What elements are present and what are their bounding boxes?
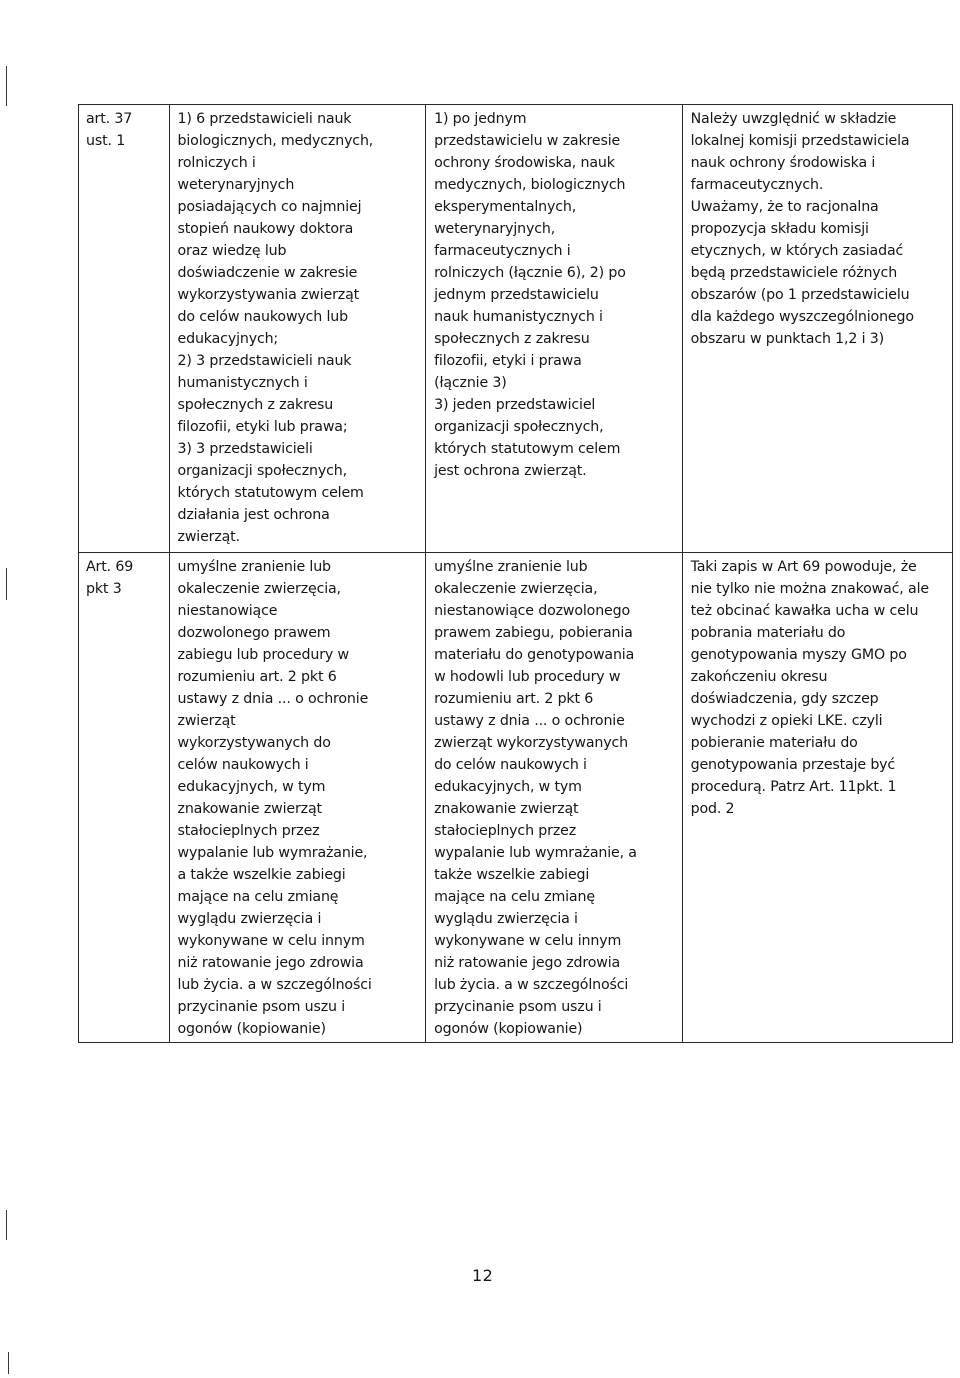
cell-line: wypalanie lub wymrażanie, <box>177 845 368 861</box>
cell-line: także wszelkie zabiegi <box>434 867 590 883</box>
cell-line: będą przedstawiciele różnych <box>690 265 898 281</box>
cell-line: też obcinać kawałka ucha w celu <box>690 603 919 619</box>
cell-line: zwierząt <box>177 713 236 729</box>
cell-line: a także wszelkie zabiegi <box>177 867 346 883</box>
cell-line: (łącznie 3) <box>434 375 507 391</box>
cell-line: Uważamy, że to racjonalna <box>690 199 879 215</box>
cell-line: społecznych z zakresu <box>434 331 590 347</box>
cell-line: umyślne zranienie lub <box>434 559 588 575</box>
cell-line: Art. 69 <box>86 559 134 575</box>
cell-line: wykorzystywanych do <box>177 735 331 751</box>
current-text-cell <box>169 553 426 1043</box>
cell-line: eksperymentalnych, <box>434 199 577 215</box>
cell-line: stopień naukowy doktora <box>177 221 354 237</box>
cell-line: obszarów (po 1 przedstawicielu <box>690 287 910 303</box>
justification-cell <box>682 553 952 1043</box>
cell-line: rolniczych (łącznie 6), 2) po <box>434 265 626 281</box>
table-body <box>79 105 953 1043</box>
cell-line: procedurą. Patrz Art. 11pkt. 1 <box>690 779 897 795</box>
cell-line: 2) 3 przedstawicieli nauk <box>177 353 352 369</box>
cell-line: obszaru w punktach 1,2 i 3) <box>690 331 885 347</box>
cell-line: oraz wiedzę lub <box>177 243 287 259</box>
cell-line: których statutowym celem <box>177 485 364 501</box>
cell-line: humanistycznych i <box>177 375 308 391</box>
cell-line: medycznych, biologicznych <box>434 177 626 193</box>
cell-line: zakończeniu okresu <box>690 669 828 685</box>
current-text-cell <box>169 105 426 553</box>
proposed-text-cell <box>426 105 683 553</box>
cell-line: okaleczenie zwierzęcia, <box>177 581 341 597</box>
cell-line: wykorzystywania zwierząt <box>177 287 360 303</box>
cell-line: lub życia. a w szczególności <box>177 977 372 993</box>
cell-line: nauk humanistycznych i <box>434 309 603 325</box>
cell-line: przycinanie psom uszu i <box>434 999 602 1015</box>
cell-line: etycznych, w których zasiadać <box>690 243 904 259</box>
cell-line: filozofii, etyki i prawa <box>434 353 582 369</box>
cell-line: mające na celu zmianę <box>177 889 339 905</box>
cell-line: zwierząt wykorzystywanych <box>434 735 628 751</box>
cell-line: pkt 3 <box>86 581 122 597</box>
cell-line: farmaceutycznych i <box>434 243 571 259</box>
cell-line: jednym przedstawicielu <box>434 287 599 303</box>
cell-line: prawem zabiegu, pobierania <box>434 625 633 641</box>
scan-mark <box>6 66 7 106</box>
table-row <box>79 105 953 553</box>
cell-line: 1) po jednym <box>434 111 527 127</box>
cell-line: stałocieplnych przez <box>434 823 576 839</box>
cell-line: znakowanie zwierząt <box>177 801 322 817</box>
cell-line: wyglądu zwierzęcia i <box>434 911 578 927</box>
cell-line: do celów naukowych lub <box>177 309 349 325</box>
cell-line: których statutowym celem <box>434 441 621 457</box>
cell-line: farmaceutycznych. <box>690 177 824 193</box>
cell-line: organizacji społecznych, <box>434 419 604 435</box>
cell-line: przycinanie psom uszu i <box>177 999 346 1015</box>
cell-line: edukacyjnych; <box>177 331 279 347</box>
cell-line: propozycja składu komisji <box>690 221 869 237</box>
justification-cell <box>682 105 952 553</box>
cell-line: weterynaryjnych <box>177 177 295 193</box>
cell-line: umyślne zranienie lub <box>177 559 331 575</box>
proposed-text-cell <box>426 553 683 1043</box>
cell-line: przedstawicielu w zakresie <box>434 133 621 149</box>
scan-mark <box>6 1210 7 1240</box>
cell-line: ust. 1 <box>86 133 126 149</box>
cell-line: ochrony środowiska, nauk <box>434 155 615 171</box>
cell-line: niż ratowanie jego zdrowia <box>434 955 621 971</box>
cell-line: doświadczenie w zakresie <box>177 265 358 281</box>
cell-line: edukacyjnych, w tym <box>177 779 326 795</box>
cell-line: znakowanie zwierząt <box>434 801 579 817</box>
cell-line: rozumieniu art. 2 pkt 6 <box>434 691 594 707</box>
cell-line: art. 37 <box>86 111 133 127</box>
cell-line: społecznych z zakresu <box>177 397 334 413</box>
cell-line: wypalanie lub wymrażanie, a <box>434 845 637 861</box>
cell-line: genotypowania przestaje być <box>690 757 896 773</box>
cell-line: 3) 3 przedstawicieli <box>177 441 313 457</box>
cell-line: stałocieplnych przez <box>177 823 320 839</box>
cell-line: pod. 2 <box>690 801 735 817</box>
cell-line: ustawy z dnia ... o ochronie <box>177 691 369 707</box>
cell-line: posiadających co najmniej <box>177 199 362 215</box>
cell-line: lokalnej komisji przedstawiciela <box>690 133 910 149</box>
page-number: 12 <box>472 1266 494 1285</box>
cell-line: biologicznych, medycznych, <box>177 133 374 149</box>
reference-cell <box>79 553 170 1043</box>
cell-line: celów naukowych i <box>177 757 309 773</box>
cell-line: ustawy z dnia ... o ochronie <box>434 713 625 729</box>
cell-line: nie tylko nie można znakować, ale <box>690 581 929 597</box>
cell-line: wyglądu zwierzęcia i <box>177 911 322 927</box>
cell-line: w hodowli lub procedury w <box>434 669 621 685</box>
cell-line: genotypowania myszy GMO po <box>690 647 907 663</box>
cell-line: ogonów (kopiowanie) <box>434 1021 583 1037</box>
cell-line: materiału do genotypowania <box>434 647 635 663</box>
cell-line: nauk ochrony środowiska i <box>690 155 876 171</box>
cell-line: weterynaryjnych, <box>434 221 556 237</box>
cell-line: niestanowiące dozwolonego <box>434 603 631 619</box>
cell-line: zwierząt. <box>177 529 240 545</box>
cell-line: lub życia. a w szczególności <box>434 977 629 993</box>
cell-line: dozwolonego prawem <box>177 625 331 641</box>
cell-line: wykonywane w celu innym <box>434 933 622 949</box>
scan-mark <box>8 1352 9 1374</box>
cell-line: do celów naukowych i <box>434 757 587 773</box>
scan-mark <box>6 568 7 600</box>
cell-line: zabiegu lub procedury w <box>177 647 349 663</box>
cell-line: edukacyjnych, w tym <box>434 779 582 795</box>
cell-line: rolniczych i <box>177 155 256 171</box>
cell-line: Należy uwzględnić w składzie <box>690 111 897 127</box>
cell-line: Taki zapis w Art 69 powoduje, że <box>690 559 917 575</box>
cell-line: ogonów (kopiowanie) <box>177 1021 326 1037</box>
cell-line: okaleczenie zwierzęcia, <box>434 581 598 597</box>
cell-line: filozofii, etyki lub prawa; <box>177 419 348 435</box>
cell-line: jest ochrona zwierząt. <box>434 463 587 479</box>
cell-line: niż ratowanie jego zdrowia <box>177 955 364 971</box>
cell-line: pobrania materiału do <box>690 625 846 641</box>
cell-line: pobieranie materiału do <box>690 735 858 751</box>
amendment-table <box>78 104 953 1043</box>
cell-line: rozumieniu art. 2 pkt 6 <box>177 669 337 685</box>
cell-line: 3) jeden przedstawiciel <box>434 397 596 413</box>
cell-line: 1) 6 przedstawicieli nauk <box>177 111 352 127</box>
reference-cell <box>79 105 170 553</box>
table-row <box>79 553 953 1043</box>
cell-line: działania jest ochrona <box>177 507 330 523</box>
cell-line: doświadczenia, gdy szczep <box>690 691 879 707</box>
cell-line: mające na celu zmianę <box>434 889 595 905</box>
cell-line: wychodzi z opieki LKE. czyli <box>690 713 883 729</box>
cell-line: organizacji społecznych, <box>177 463 347 479</box>
cell-line: dla każdego wyszczególnionego <box>690 309 914 325</box>
cell-line: wykonywane w celu innym <box>177 933 365 949</box>
cell-line: niestanowiące <box>177 603 278 619</box>
